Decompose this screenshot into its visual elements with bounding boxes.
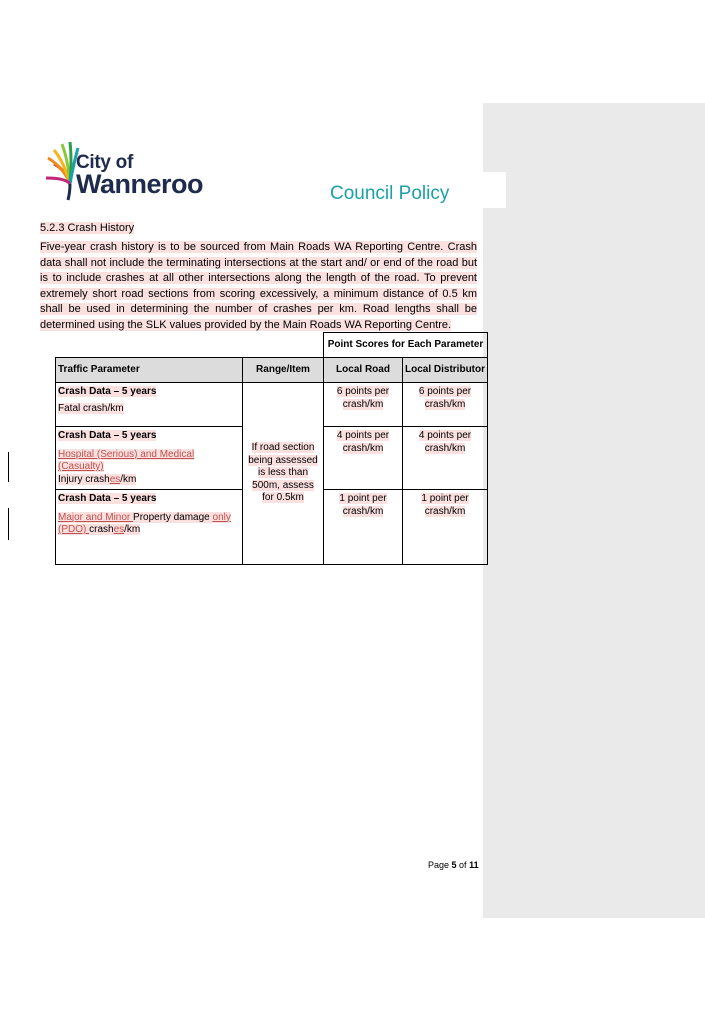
local-distributor-score: 1 point per crash/km [403,490,488,565]
local-road-score: 1 point per crash/km [324,490,403,565]
row-desc: Fatal crash/km [58,402,124,414]
logo-name-text: Wanneroo [76,169,203,199]
row-desc: Hospital (Serious) and Medical (Casualty) Injury crashes/km [58,448,195,485]
crash-history-paragraph [40,240,477,333]
city-of-wanneroo-logo [40,140,215,202]
range-note: If road section being assessed is less than 500m, assess for 0.5km [243,383,324,565]
page-label: Page [428,860,452,870]
change-bar [8,508,9,540]
comment-pane [483,103,705,918]
local-road-score: 6 points per crash/km [324,383,403,427]
local-distributor-score: 4 points per crash/km [403,427,488,490]
row-title: Crash Data – 5 years [58,386,157,397]
logo-city-text: City of [76,152,134,173]
table-group-header-row [56,333,488,358]
local-distributor-score: 6 points per crash/km [403,383,488,427]
page-number: 5 [451,860,457,870]
paragraph-text: Five-year crash history is to be sourced from Main Roads WA Reporting Centre. Crash data shall not include the terminating intersections at the start and/ or end of the road but is to include crashes at all other intersections along the length of the road. To prevent extremely short road sections from scoring excessively, a minimum distance of 0.5 km shall be used in determining the number of crashes per km. Road lengths shall be determined using the SLK values provided by the Main Roads WA Reporting Centre. [40,241,477,331]
col-header-local-road: Local Road [324,358,403,383]
change-bar [8,452,9,482]
logo-flower-icon [40,140,80,202]
section-heading: 5.2.3 Crash History [40,222,135,234]
table-header-row [56,358,488,383]
row-title: Crash Data – 5 years [58,430,157,441]
page-total: 11 [469,860,479,870]
col-header-range: Range/Item [243,358,324,383]
point-scores-table [55,332,488,565]
col-header-local-distributor: Local Distributor [403,358,488,383]
group-header: Point Scores for Each Parameter [324,333,488,358]
comment-pane-notch [483,172,506,208]
table-row [56,383,488,427]
row-desc: Major and Minor Property damage only (PDO) crashes/km [58,511,231,535]
of-label: of [456,860,470,870]
policy-title: Council Policy [330,183,450,204]
local-road-score: 4 points per crash/km [324,427,403,490]
col-header-parameter: Traffic Parameter [56,358,243,383]
row-title: Crash Data – 5 years [58,493,157,504]
page-footer [428,860,479,870]
